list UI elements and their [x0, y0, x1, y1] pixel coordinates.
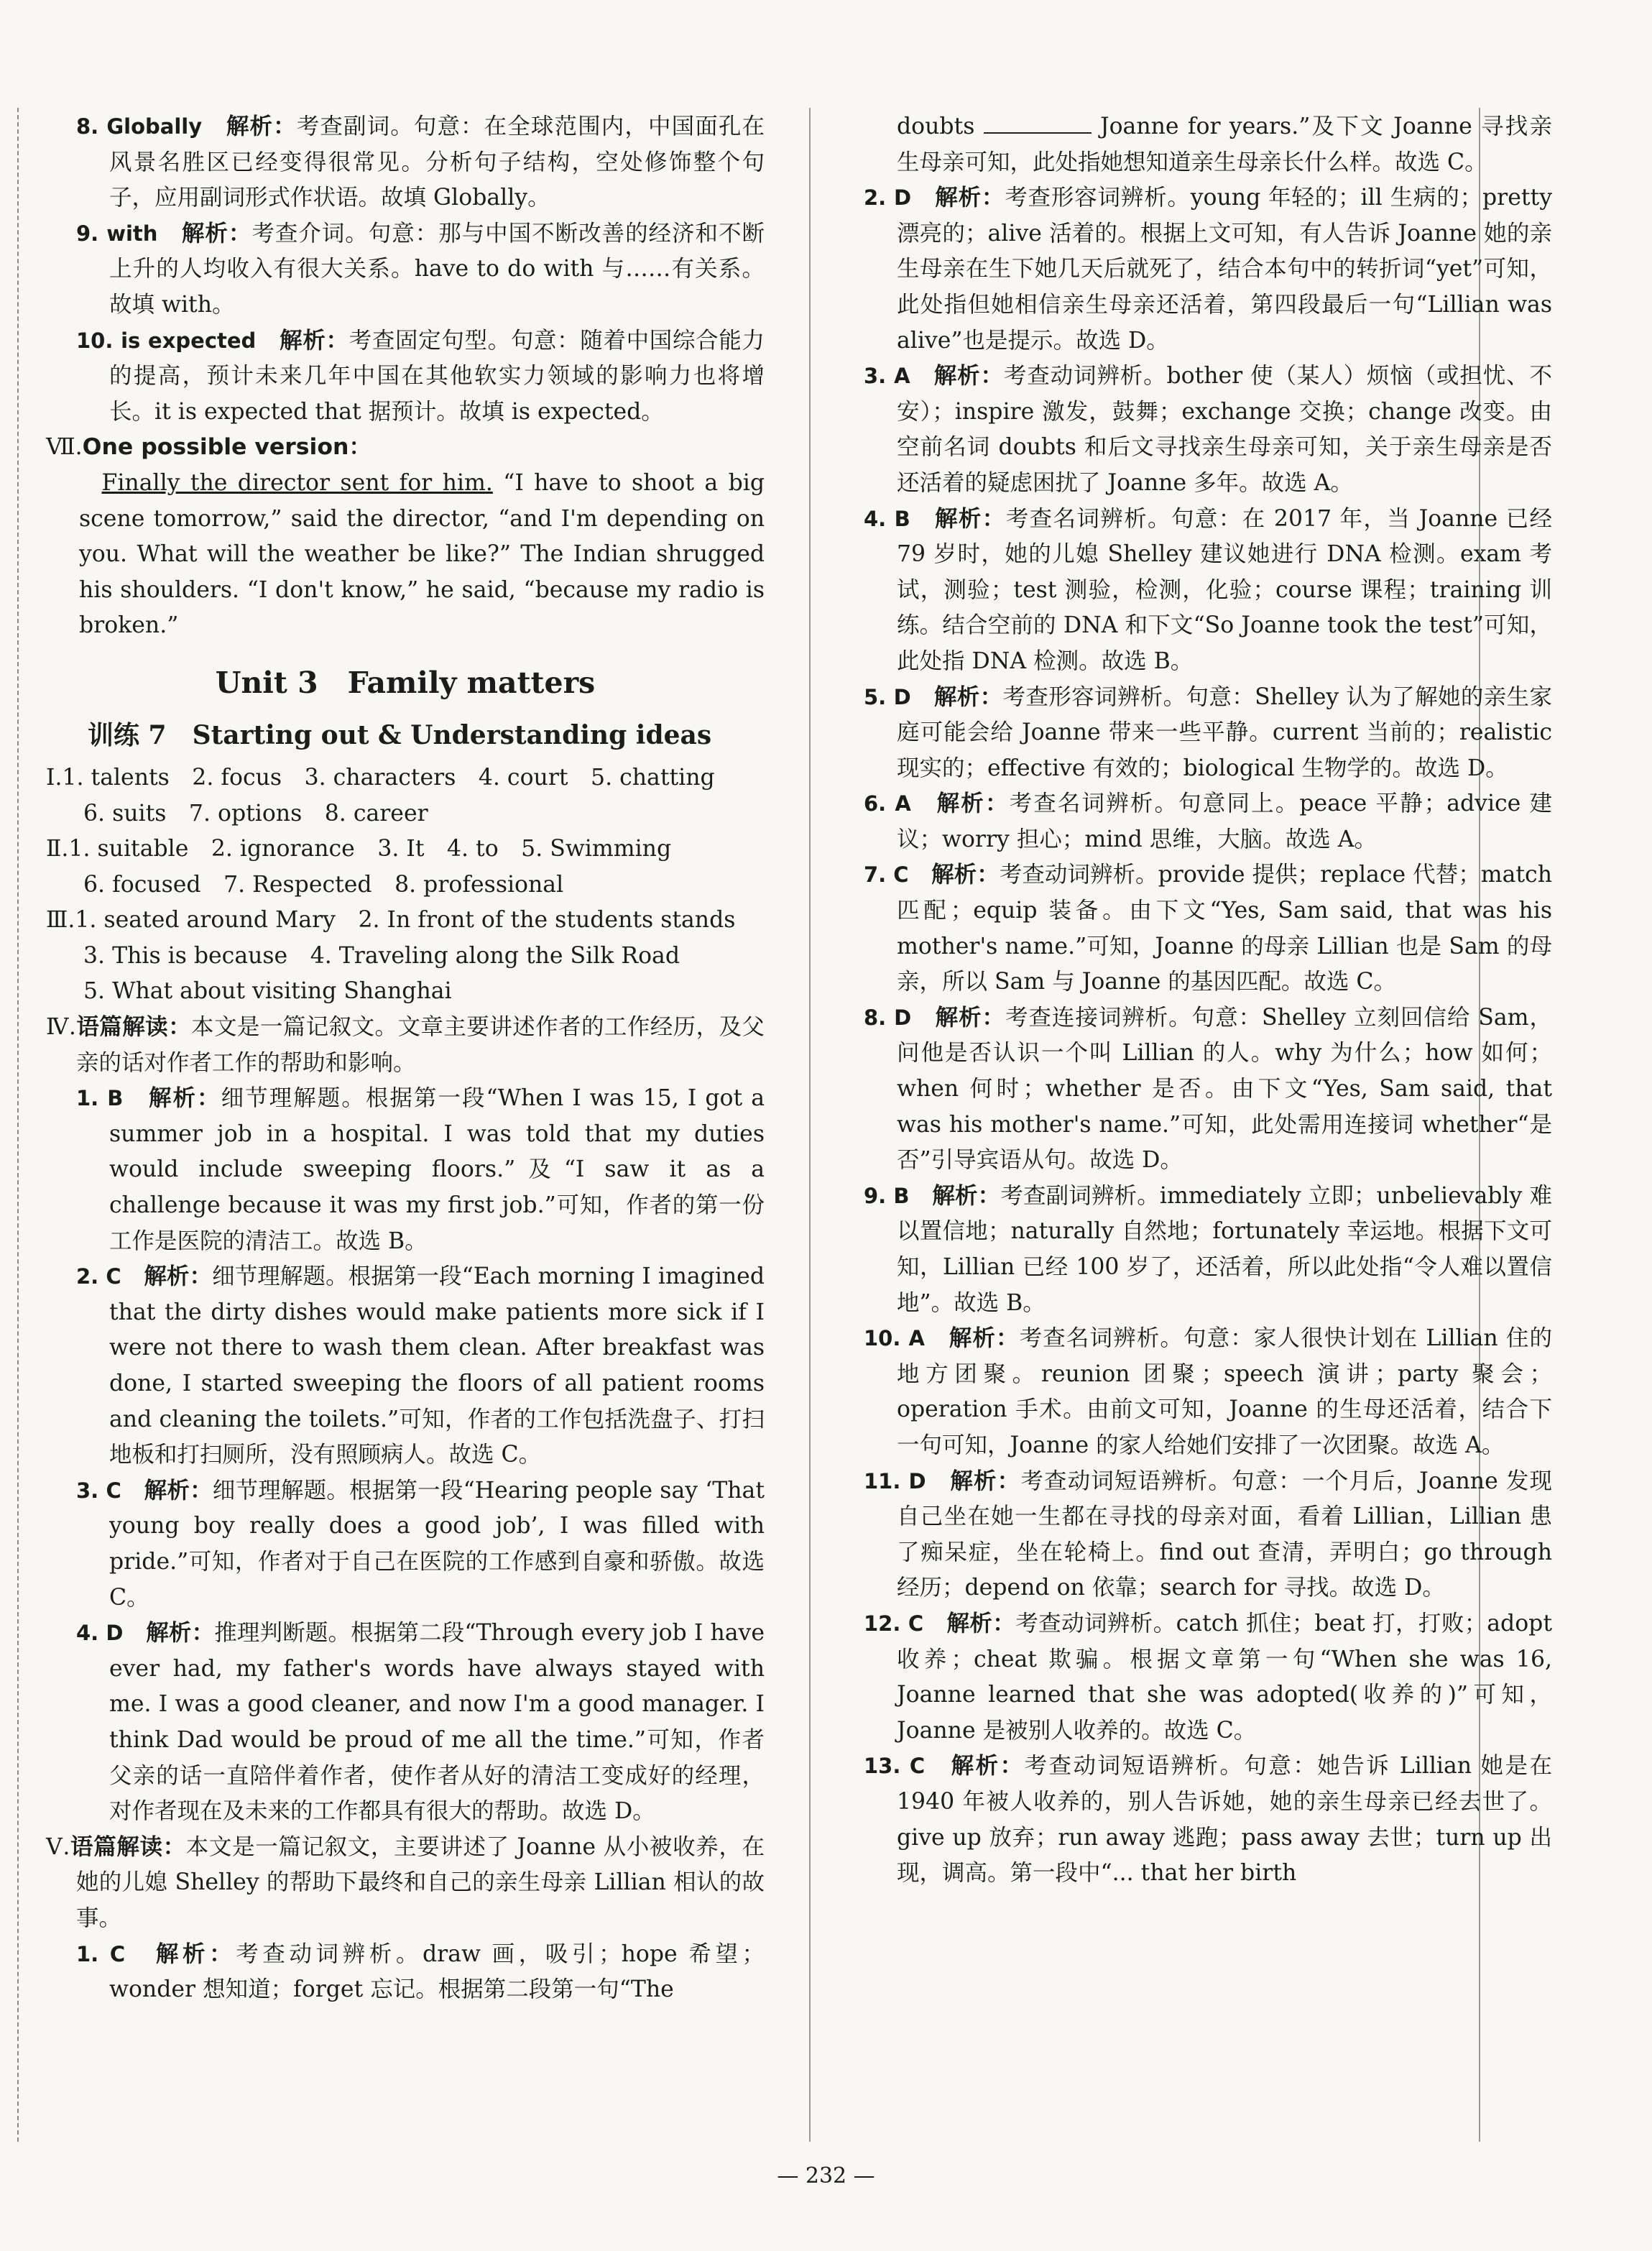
section-label: Ⅴ. [46, 1833, 70, 1860]
answer-item [46, 1259, 765, 1473]
item-number: 7. [864, 862, 887, 888]
answer-item [834, 359, 1552, 501]
analysis-text: 考查名词辨析。句意：家人很快计划在 Lillian 住的地方团聚。reunion 团聚；speech 演讲；party 聚会；operation 手术。由前文可知，Joanne 的生母还活着，结合下一句可知，Joanne 的家人给她们安排了一次团聚。故选 A。 [897, 1325, 1552, 1458]
analysis-label: 解析： [146, 1620, 215, 1647]
column-divider [809, 108, 811, 2142]
answer-item [46, 216, 765, 323]
analysis-text: 考查形容词辨析。young 年轻的；ill 生病的；pretty 漂亮的；alive 活着的。根据上文可知，有人告诉 Joanne 她的亲生母亲在生下她几天后就死了，结合本句中的转折词“yet”可知，此处指但她相信亲生母亲还活着，第四段最后一句“Lillian was alive”也是提示。故选 D。 [897, 185, 1552, 354]
continued-text-after-blank: Joanne for years.”及下文 Joanne 寻找亲生母亲可知，此处指她想知道亲生母亲长什么样。故选 C。 [897, 114, 1553, 175]
section-title: One possible version： [82, 434, 372, 461]
answer-row: 1. suitable 2. ignorance 3. It 4. to 5. Swimming [68, 836, 672, 862]
item-answer: B [107, 1086, 124, 1111]
answer-row [46, 796, 765, 832]
item-number: 1. [76, 1086, 99, 1111]
training-title: 训练 7 Starting out & Understanding ideas [88, 719, 712, 750]
answer-item [834, 502, 1552, 680]
item-answer: Globally [106, 114, 203, 139]
item-answer: C [908, 1611, 924, 1636]
analysis-label: 解析： [933, 363, 1004, 390]
continued-text-before-blank: doubts [897, 114, 975, 139]
unit-title: Unit 3 Family matters [215, 665, 596, 700]
analysis-label: 解析： [935, 185, 1005, 211]
analysis-label: 解析： [932, 1182, 1001, 1209]
item-answer: A [894, 364, 910, 389]
section-intro [46, 1010, 765, 1081]
answer-item [834, 1464, 1552, 1606]
item-answer: D [894, 1005, 912, 1030]
analysis-text: 细节理解题。根据第一段“Each morning I imagined that the dirty dishes would make patients more sick if I were not there to wash them clean. After breakfast was done, I started sweeping the floors of all patient rooms and cleaning the toilets.”可知，作者的工作包括洗盘子、打扫地板和打扫厕所，没有照顾病人。故选 C。 [109, 1263, 765, 1468]
item-number: 10. [76, 328, 114, 353]
item-number: 2. [864, 185, 887, 211]
answer-item [46, 1081, 765, 1259]
item-number: 9. [864, 1183, 887, 1208]
item-answer: C [893, 862, 909, 888]
section-block [46, 760, 765, 796]
analysis-text: 考查动词辨析。bother 使（某人）烦恼（或担忧、不安）；inspire 激发，鼓舞；exchange 交换；change 改变。由空前名词 doubts 和后文寻找亲生母亲可知，关于亲生母亲是否还活着的疑虑困扰了 Joanne 多年。故选 A。 [897, 363, 1552, 496]
answer-item [46, 109, 765, 216]
answer-row-text: 6. focused 7. Respected 8. professional [83, 871, 564, 898]
right-column [834, 109, 1552, 1892]
item-answer: B [894, 506, 910, 531]
analysis-label: 解析： [144, 1477, 213, 1504]
answer-item [834, 1000, 1552, 1179]
analysis-label: 解析： [148, 1085, 221, 1112]
analysis-label: 解析： [280, 327, 349, 354]
analysis-label: 解析： [946, 1610, 1016, 1637]
section-label: Ⅶ. [46, 434, 83, 461]
item-answer: B [893, 1183, 910, 1208]
item-number: 8. [76, 114, 99, 139]
item-answer: D [893, 684, 911, 709]
item-number: 2. [76, 1264, 99, 1289]
analysis-label: 解析： [935, 505, 1006, 532]
analysis-text: 考查动词短语辨析。句意：她告诉 Lillian 她是在 1940 年被人收养的，别人告诉她，她的亲生母亲已经去世了。give up 放弃；run away 逃跑；pass away 去世；turn up 出现，调高。第一段中“... that her birth [897, 1753, 1552, 1887]
section-block [46, 832, 765, 867]
analysis-text: 考查连接词辨析。句意：Shelley 立刻回信给 Sam，问他是否认识一个叫 Lillian 的人。why 为什么；how 如何；when 何时；whether 是否。由下文“Yes, Sam said, that was his mother's name.”可知，此处需用连接词 whether“是否”引导宾语从句。故选 D。 [897, 1004, 1552, 1174]
analysis-label: 解析： [949, 1325, 1020, 1352]
analysis-label: 解析： [931, 862, 1000, 888]
page-number: — 232 — [777, 2163, 875, 2188]
analysis-text: 考查动词辨析。provide 提供；replace 代替；match 匹配；equip 装备。由下文“Yes, Sam said, that was his mother's name.”可知，Joanne 的母亲 Lillian 也是 Sam 的母亲，所以 Sam 与 Joanne 的基因匹配。故选 C。 [897, 862, 1552, 995]
answer-row: 1. talents 2. focus 3. characters 4. court 5. chatting [62, 764, 715, 791]
analysis-text: 考查固定句型。句意：随着中国综合能力的提高，预计未来几年中国在其他软实力领域的影响力也将增长。it is expected that 据预计。故填 is expected。 [109, 327, 765, 425]
item-answer: D [106, 1621, 124, 1646]
answer-item [834, 1321, 1552, 1463]
answer-row [46, 974, 765, 1010]
item-number: 13. [864, 1754, 901, 1779]
item-answer: D [894, 185, 912, 211]
analysis-text: 推理判断题。根据第二段“Through every job I have ever had, my father's words have always stayed with me. I was a good cleaner, and now I'm a good manager. I think Dad would be proud of me all the time.”可知，作者父亲的话一直陪伴着作者，使作者从好的清洁工变成好的经理，对作者现在及未来的工作都具有很大的帮助。故选 D。 [109, 1620, 765, 1825]
analysis-label: 解析： [950, 1468, 1021, 1494]
analysis-label: 解析： [144, 1263, 213, 1290]
answer-item [834, 180, 1552, 359]
analysis-text: 考查动词辨析。catch 抓住；beat 打，打败；adopt 收养；cheat 欺骗。根据文章第一句“When she was 16, Joanne learned that she was adopted(收养的)”可知，Joanne 是被别人收养的。故选 C。 [897, 1610, 1552, 1744]
answer-row [46, 939, 765, 975]
answer-row-text: 5. What about visiting Shanghai [83, 978, 452, 1005]
item-number: 1. [76, 1941, 99, 1966]
answer-item [46, 1473, 765, 1616]
answer-row: 1. seated around Mary 2. In front of the students stands [75, 907, 736, 934]
analysis-text: 考查名词辨析。句意同上。peace 平静；advice 建议；worry 担心；mind 思维，大脑。故选 A。 [897, 791, 1552, 852]
analysis-text: 考查介词。句意：那与中国不断改善的经济和不断上升的人均收入有很大关系。have to do with 与……有关系。故填 with。 [109, 220, 765, 318]
left-column [46, 109, 765, 2008]
item-number: 10. [864, 1326, 901, 1351]
item-answer: D [908, 1468, 926, 1493]
item-number: 6. [864, 791, 887, 816]
analysis-label: 解析： [226, 114, 297, 139]
answer-item [834, 857, 1552, 1000]
section-block [46, 903, 765, 939]
item-number: 8. [864, 1005, 887, 1030]
answer-row-text: 6. suits 7. options 8. career [83, 800, 428, 827]
analysis-label: 解析： [935, 1004, 1006, 1031]
answer-row [46, 867, 765, 903]
item-answer: A [908, 1326, 925, 1351]
left-margin-dashed-rule [17, 108, 19, 2142]
item-number: 5. [864, 684, 887, 709]
answer-item [834, 786, 1552, 857]
analysis-text: 考查名词辨析。句意：在 2017 年，当 Joanne 已经 79 岁时，她的儿媳 Shelley 建议她进行 DNA 检测。exam 考试，测验；test 测验，检测，化验；course 课程；training 训练。结合空前的 DNA 和下文“So Joanne took the test”可知，此处指 DNA 检测。故选 B。 [897, 505, 1552, 674]
item-answer: C [909, 1754, 926, 1779]
section-label: Ⅱ. [46, 836, 69, 862]
item-number: 4. [864, 506, 887, 531]
item-number: 3. [76, 1478, 99, 1503]
analysis-label: 解析： [933, 683, 1003, 710]
analysis-text: 考查动词辨析。draw 画，吸引；hope 希望；wonder 想知道；forget 忘记。根据第二段第一句“The [109, 1941, 765, 2003]
answer-item [834, 1606, 1552, 1749]
section-label: Ⅲ. [46, 907, 75, 934]
item-answer: A [895, 791, 911, 816]
analysis-label: 解析： [951, 1753, 1025, 1780]
item-number: 12. [864, 1611, 901, 1636]
answer-item [834, 1179, 1552, 1321]
item-answer: C [106, 1264, 121, 1289]
reading-label: 语篇解读： [75, 1014, 192, 1041]
section-label: Ⅰ. [46, 764, 63, 791]
analysis-text: 考查形容词辨析。句意：Shelley 认为了解她的亲生家庭可能会给 Joanne 带来一些平静。current 当前的；realistic 现实的；effective 有效的；biological 生物学的。故选 D。 [897, 683, 1552, 781]
reading-intro-text: 本文是一篇记叙文。文章主要讲述作者的工作经历，及父亲的话对作者工作的帮助和影响。 [76, 1014, 765, 1076]
item-number: 4. [76, 1621, 99, 1646]
analysis-label: 解析： [155, 1941, 236, 1967]
item-number: 9. [76, 221, 99, 246]
section-intro [46, 1830, 765, 1937]
analysis-text: 细节理解题。根据第一段“When I was 15, I got a summer job in a hospital. I was told that my duties would include sweeping floors.”及“I saw it as a challenge because it was my first job.”可知，作者的第一份工作是医院的清洁工。故选 B。 [109, 1085, 765, 1254]
analysis-text: 考查副词。句意：在全球范围内，中国面孔在风景名胜区已经变得很常见。分析句子结构，空处修饰整个句子，应用副词形式作状语。故填 Globally。 [109, 114, 765, 211]
answer-item [834, 680, 1552, 787]
answer-item [46, 323, 765, 431]
item-number: 11. [864, 1468, 901, 1493]
analysis-text: 考查副词辨析。immediately 立即；unbelievably 难以置信地；naturally 自然地；fortunately 幸运地。根据下文可知，Lillian 已经 100 岁了，还活着，所以此处指“令人难以置信地”。故选 B。 [897, 1182, 1552, 1316]
essay-paragraph [46, 466, 765, 644]
answer-item [46, 1937, 765, 2008]
continued-answer-text [834, 109, 1552, 180]
analysis-text: 细节理解题。根据第一段“Hearing people say ‘That young boy really does a good job’, I was filled with pride.”可知，作者对于自己在医院的工作感到自豪和骄傲。故选 C。 [109, 1477, 765, 1611]
item-answer: C [109, 1941, 126, 1966]
essay-text: “I have to shoot a big scene tomorrow,” said the director, “and I'm depending on you. What will the weather be like?” The Indian shrugged his shoulders. “I don't know,” he said, “because my radio is broken.” [79, 469, 765, 639]
item-answer: with [106, 221, 158, 246]
reading-label: 语篇解读： [70, 1833, 186, 1860]
answer-row-text: 3. This is because 4. Traveling along the Silk Road [83, 942, 680, 969]
analysis-text: 考查动词短语辨析。句意：一个月后，Joanne 发现自己坐在她一生都在寻找的母亲对面，看着 Lillian，Lillian 患了痴呆症，坐在轮椅上。find out 查清，弄明白；go through 经历；depend on 依靠；search for 寻找。故选 D。 [897, 1468, 1552, 1601]
blank-line [984, 112, 1092, 134]
section-heading [46, 430, 765, 466]
item-number: 3. [864, 364, 887, 389]
analysis-label: 解析： [181, 220, 252, 247]
section-label: Ⅳ. [46, 1014, 76, 1041]
essay-underlined-sentence: Finally the director sent for him. [101, 469, 493, 496]
item-answer: is expected [121, 328, 257, 353]
item-answer: C [106, 1478, 121, 1503]
answer-item [46, 1616, 765, 1830]
answer-item [834, 1749, 1552, 1891]
analysis-label: 解析： [936, 791, 1010, 817]
reading-intro-text: 本文是一篇记叙文，主要讲述了 Joanne 从小被收养，在她的儿媳 Shelley 的帮助下最终和自己的亲生母亲 Lillian 相认的故事。 [76, 1833, 765, 1931]
